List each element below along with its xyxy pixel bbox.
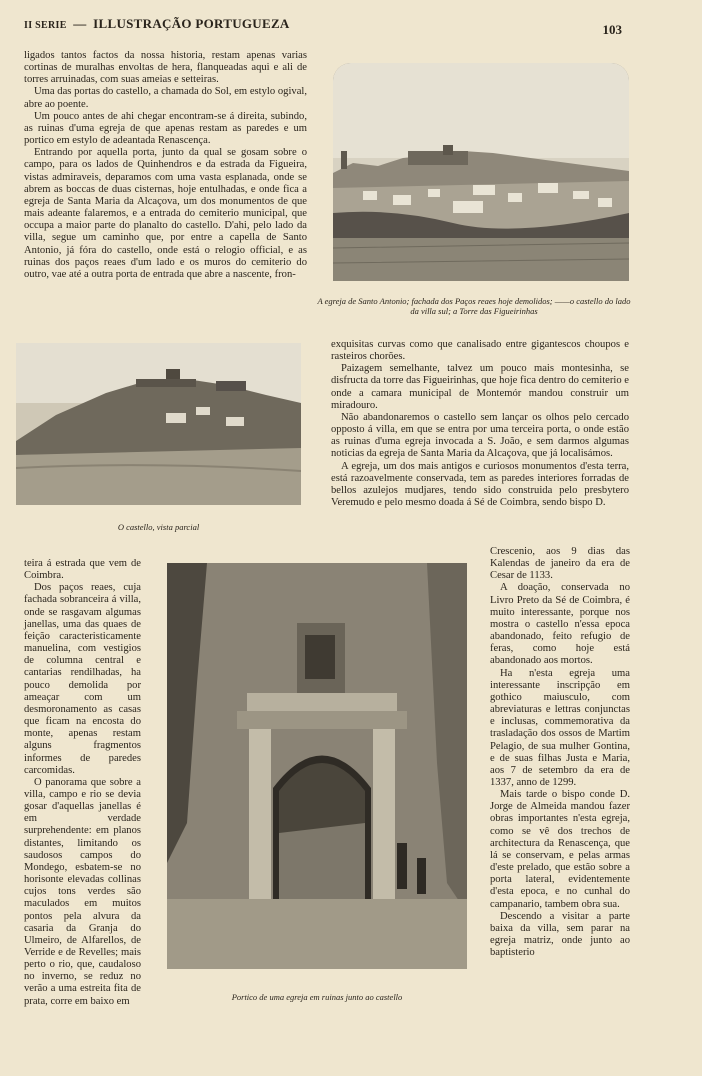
text-column-right-top xyxy=(331,339,629,547)
paragraph: teira á estrada que vem de Coimbra. xyxy=(24,558,141,582)
paragraph: A egreja, um dos mais antigos e curiosos monumentos d'esta terra, está razoavelmente conservada, tem as paredes interiores forradas de bellos azulejos mudjares, tendo sido construida pelo presbytero Veremudo e pelo mesmo doada á Sé de Coimbra, sendo bispo D. xyxy=(331,460,629,509)
running-header xyxy=(24,16,624,38)
town-photo-image xyxy=(333,63,629,281)
text-column-right-narrow xyxy=(490,546,630,1011)
paragraph: exquisitas curvas como que canalisado entre gigantescos choupos e rasteiros chorões. xyxy=(331,339,629,363)
magazine-title: ILLUSTRAÇÃO PORTUGUEZA xyxy=(93,16,290,31)
paragraph: Uma das portas do castello, a chamada do Sol, em estylo ogival, abre ao poente. xyxy=(24,86,307,110)
paragraph: Descendo a visitar a parte baixa da villa, sem parar na egreja matriz, onde junto ao baptisterio xyxy=(490,910,630,959)
paragraph: Mais tarde o bispo conde D. Jorge de Almeida mandou fazer obras importantes n'esta egreja, como se vê dos trechos de architectura da Renascença, que lá se conservam, e pelas armas d'este prelado, que estão sobre a porta lateral, evidentemente d'esta epoca, e no cunhal do campanario, tambem obra sua. xyxy=(490,789,630,910)
caption-photo-castle: O castello, vista parcial xyxy=(117,522,200,532)
caption-photo-town: A egreja de Santo Antonio; fachada dos Paços reaes hoje demolidos; ——o castello do lado da villa sul; a Torre das Figueirinhas xyxy=(317,296,631,316)
castle-photo-image xyxy=(16,343,301,505)
paragraph: Dos paços reaes, cuja fachada sobranceira á villa, onde se rasgavam algumas janellas, uma das quaes de feição caracteristicamente manuelina, com vestigios de columna central e cantarias rendilhadas, ha pouco demolida por ameaçar com um desmoronamento as casas que ficam na encosta do monte, apenas restam alguns fragmentos informes de paredes carcomidas. xyxy=(24,582,141,776)
paragraph: O panorama que sobre a villa, campo e rio se devia gosar d'aquellas janellas é em verdade surprehendente: em planos distantes, limitando os saudosos campos do Mondego, esbatem-se no horisonte elevadas collinas cujos tons verdes são maculados em muitos pontos pela alvura da casaria da Granja do Ulmeiro, de Alfarellos, de Verride e de Revelles; mais perto o rio, que, caudaloso no inverno, se reduz no verão a uma estreita fita de prata, corre em baixo em xyxy=(24,776,141,1007)
text-column-left-bottom xyxy=(24,558,141,1007)
paragraph: Entrando por aquella porta, junto da qual se gosam sobre o campo, para os lados de Quinhendros e da estrada da Figueira, vistas admiraveis, deparamos com uma vasta esplanada, onde se abrem as boccas de duas cisternas, hoje entulhadas, e onde fica a egreja de Santa Maria da Alcaçova, um dos monumentos de que mais adeante falaremos, e a entrada do cemiterio municipal, que occupa a maior parte do planalto do castello. D'ahi, pelo lado da villa, segue um caminho que, por entre a capella de Santo Antonio, já fóra do castello, onde está o relogio official, e as ruinas dos paços reaes d'um lado e os muros do cemiterio do outro, vae até a outra porta de entrada que abre a nascente, fron- xyxy=(24,147,307,280)
paragraph: Não abandonaremos o castello sem lançar os olhos pelo cercado opposto á villa, em que se entra por uma terceira porta, o onde estão as ruinas d'uma egreja invocada a S. João, e sem darmos algumas noticias da egreja de Santa Maria da Alcaçova, que já localisámos. xyxy=(331,411,629,460)
paragraph: Crescenio, aos 9 dias das Kalendas de janeiro da era de Cesar de 1133. xyxy=(490,546,630,582)
series-label: II SERIE xyxy=(24,20,67,31)
paragraph: A doação, conservada no Livro Preto da Sé de Coimbra, é muito interessante, porque nos mostra o castello n'essa epoca abandonado, feito refugio de feras, como hoje está abandonado aos mortos. xyxy=(490,582,630,667)
header-dash: — xyxy=(73,16,87,31)
photo-portico xyxy=(167,563,467,969)
paragraph: Ha n'esta egreja uma interessante inscripção em gothico maiusculo, com abreviaturas e lettras conjunctas e inclusas, commemorativa da trasladação dos ossos de Martim Pelagio, de sua mulher Gontina, e de suas filhas Justa e Maria, aos 7 de setembro da era de 1337, anno de 1299. xyxy=(490,667,630,788)
page-number: 103 xyxy=(602,22,622,37)
photo-castle-partial xyxy=(16,343,301,505)
caption-photo-portico: Portico de uma egreja em ruinas junto ao castello xyxy=(231,992,403,1002)
text-column-left-top xyxy=(24,50,307,318)
paragraph: Um pouco antes de ahi chegar encontram-se á direita, subindo, as ruinas d'uma egreja de que apenas restam as paredes e um portico em estylo de adeantada Renascença. xyxy=(24,110,307,147)
paragraph: Paizagem semelhante, talvez um pouco mais montesinha, se disfructa da torre das Figueirinhas, que hoje fica dentro do cemiterio e onde a camara municipal de Montemór mandou construir um miradouro. xyxy=(331,363,629,411)
paragraph: ligados tantos factos da nossa historia, restam apenas varias cortinas de muralhas envoltas de hera, flanqueadas aqui e ali de torres arruinadas, com suas ameias e setteiras. xyxy=(24,50,307,86)
photo-town-view xyxy=(333,63,629,281)
portico-photo-image xyxy=(167,563,467,969)
